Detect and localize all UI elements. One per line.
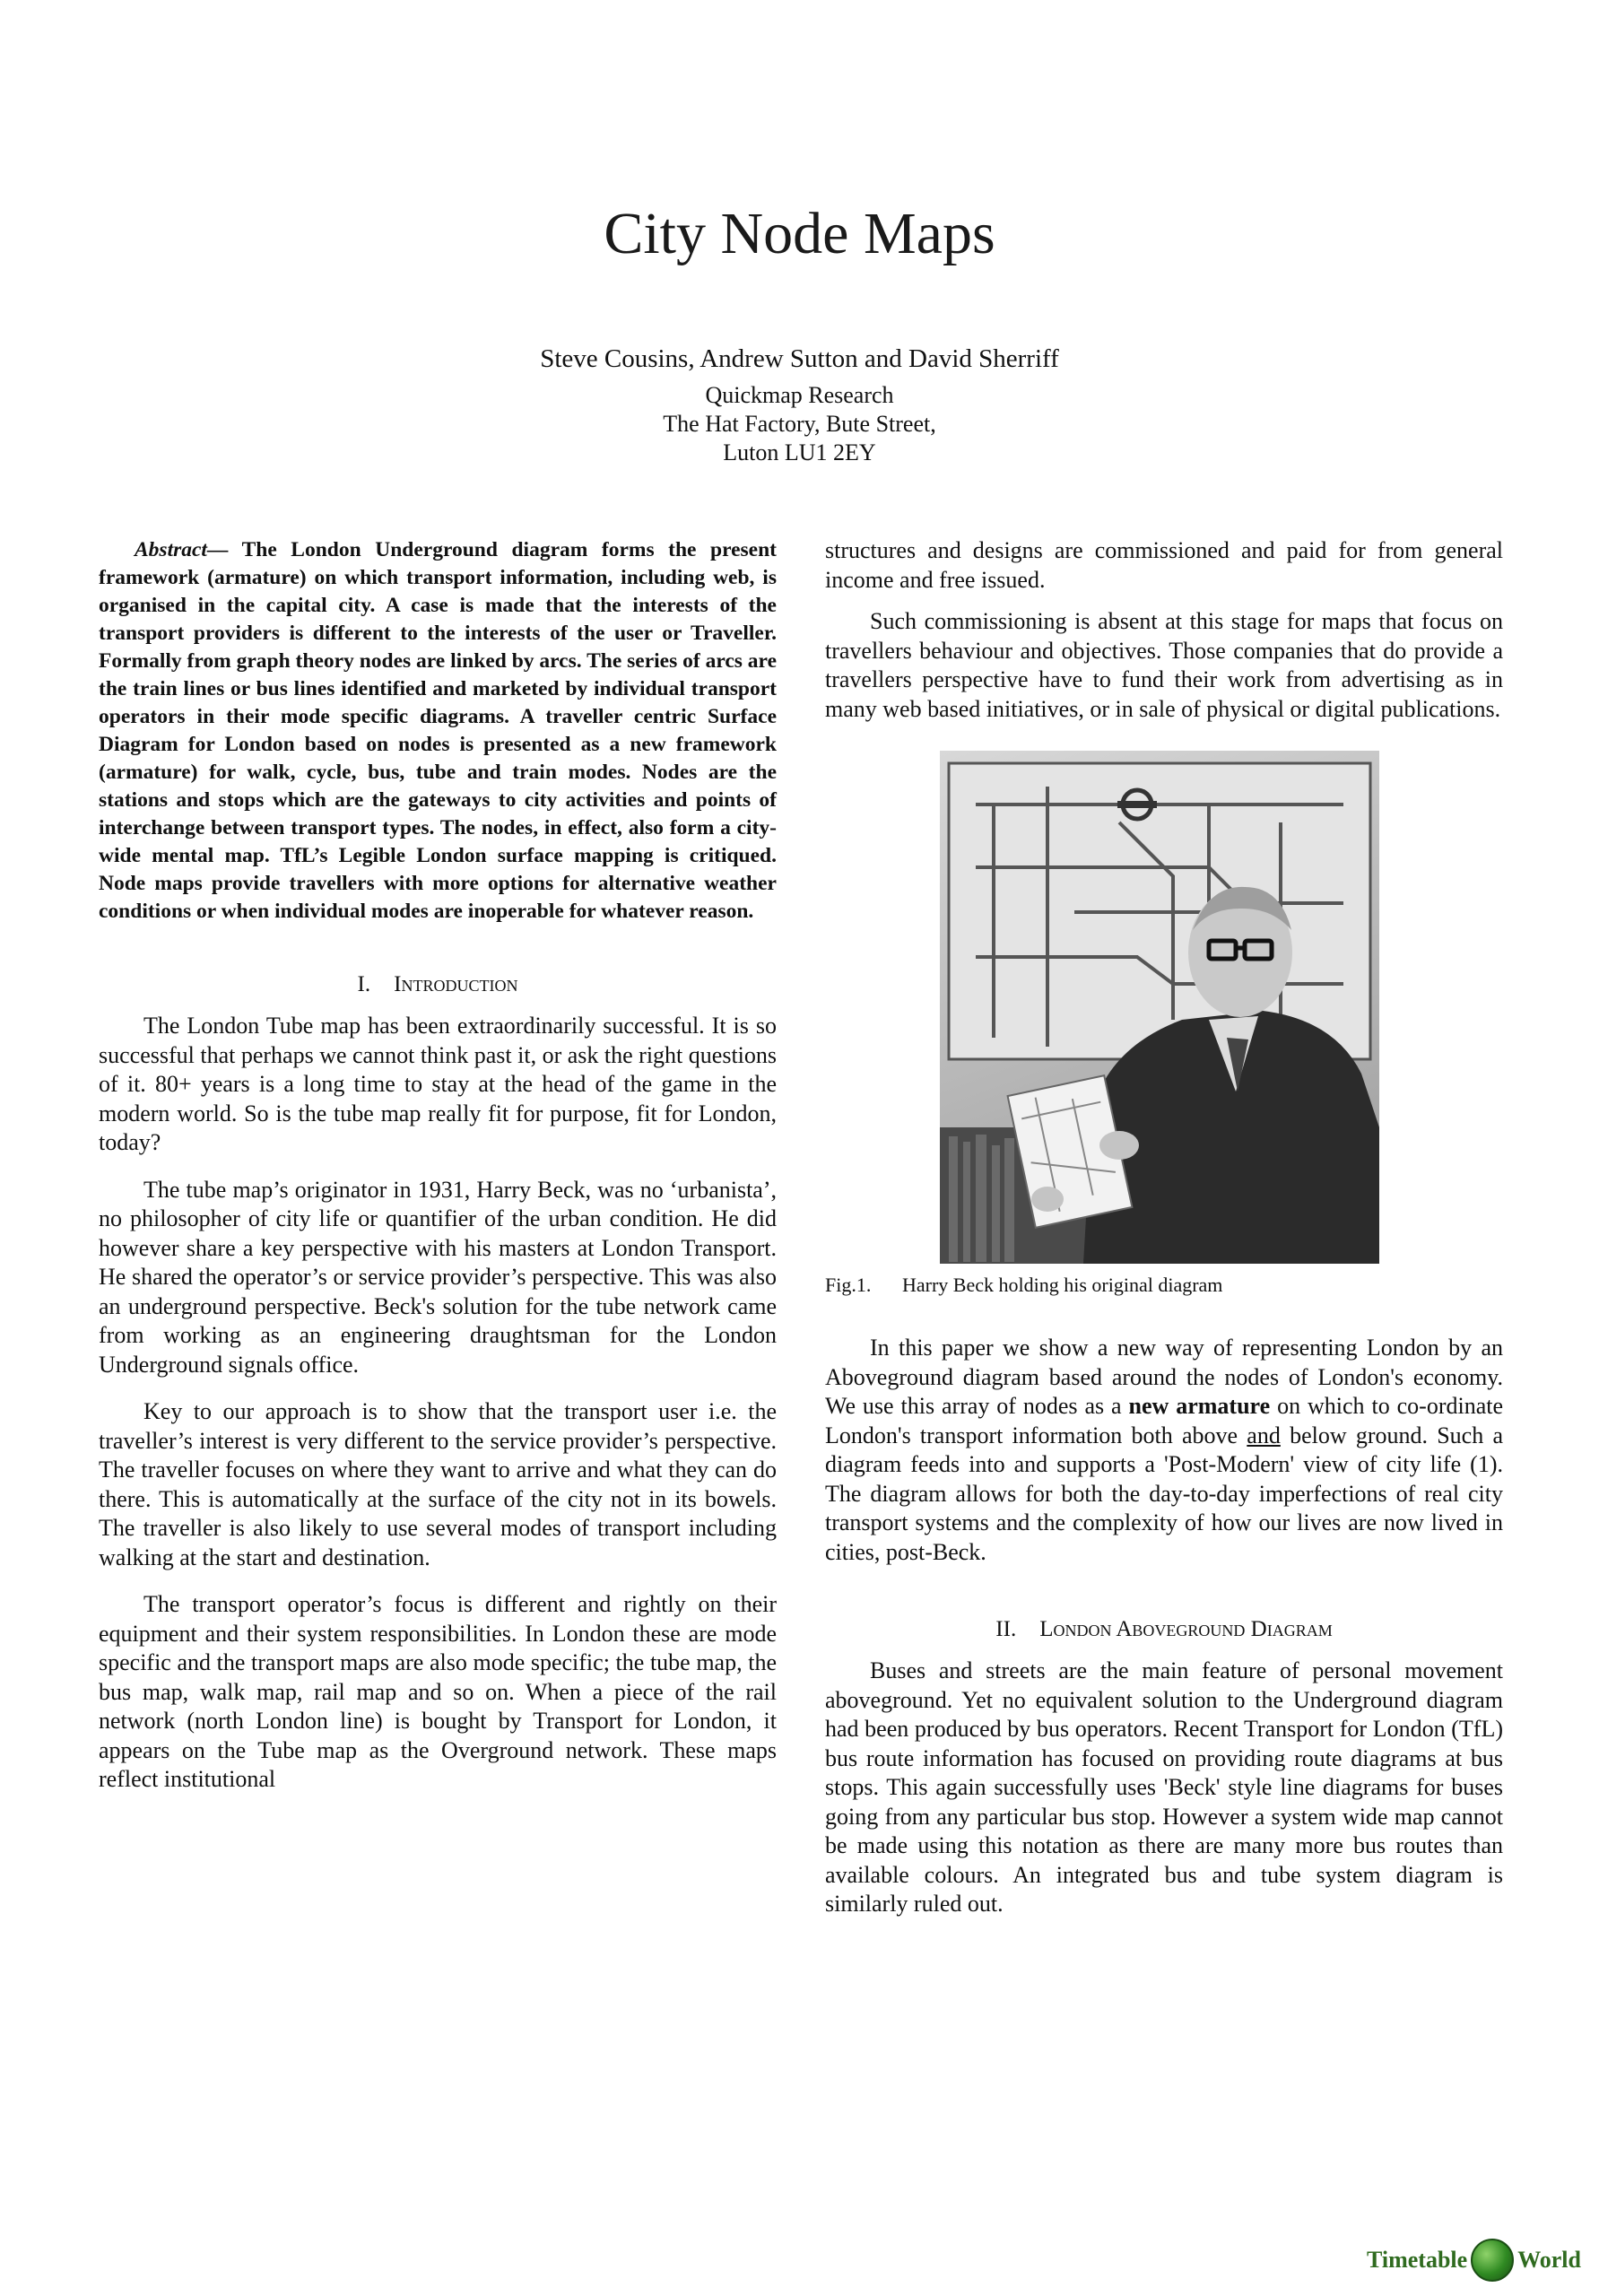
abstract-text: The London Underground diagram forms the present framework (armature) on which transport information, including web, is organised in the capital city. A case is made that the interests of the transport providers is different to the interests of the user or Traveller. Formally from graph theory nodes are linked by arcs. The series of arcs are the train lines or bus lines identified and marketed by individual transport operators in their mode specific diagrams. A traveller centric Surface Diagram for London based on nodes is presented as a new framework (armature) for walk, cycle, bus, tube and train modes. Nodes are the stations and stops which are the gateways to city activities and points of interchange between transport types. The nodes, in effect, also form a city-wide mental map. TfL’s Legible London surface mapping is critiqued. Node maps provide travellers with more options for alternative weather conditions or when individual modes are inoperable for whatever reason. [99, 538, 777, 923]
authors: Steve Cousins, Andrew Sutton and David Sherriff [540, 344, 1059, 373]
abstract-label: Abstract [135, 538, 207, 561]
figure-caption [825, 1273, 1503, 1298]
intro-paragraph-3: Key to our approach is to show that the transport user i.e. the traveller’s interest is very different to the service provider’s perspective. The traveller focuses on where they want to arrive and what they can do there. This is automatically at the surface of the city not in its bowels. The traveller is also likely to use several modes of transport including walking at the start and destination. [99, 1398, 777, 1570]
section-title: London Aboveground Diagram [1039, 1617, 1333, 1641]
figure-caption-text: Harry Beck holding his original diagram [902, 1274, 1223, 1296]
section-number: I. [357, 972, 371, 996]
abstract-dash: — [206, 538, 229, 561]
intro-paragraph-2: The tube map’s originator in 1931, Harry Beck, was no ‘urbanista’, no philosopher of city life or quantifier of the urban condition. He did however share a key perspective with his masters at London Transport. He shared the operator’s or service provider’s perspective. This was also an underground perspective. Beck's solution for the tube network came from working as an engineering draughtsman for the London Underground signals office. [99, 1176, 777, 1378]
section-number: II. [995, 1617, 1017, 1641]
hand-right [1099, 1131, 1139, 1160]
affiliation-line: The Hat Factory, Bute Street, [663, 411, 936, 437]
figure-label: Fig.1. [825, 1274, 872, 1296]
para-text: In this paper we show a new way of representing London by an Aboveground diagram based around the nodes of London's economy. We use this array of nodes as a [825, 1335, 1503, 1419]
abstract [99, 536, 777, 926]
continued-paragraph: structures and designs are commissioned and paid for from general income and free issued. [825, 537, 1503, 593]
bold-term: new armature [1128, 1393, 1271, 1419]
timetable-world-logo [1367, 2235, 1581, 2285]
globe-icon [1471, 2239, 1514, 2282]
left-column [99, 536, 777, 1795]
section-heading-aboveground [825, 1615, 1503, 1644]
section2-paragraph: Buses and streets are the main feature of personal movement aboveground. Yet no equivalent solution to the Underground diagram had been produced by bus operators. Recent Transport for London (TfL) bus route information has focused on providing route diagrams at bus stops. This again successfully uses 'Beck' style line diagrams for buses going from any particular bus stop. However a system wide map cannot be made using this notation as there are many more bus routes than available colours. An integrated bus and tube system diagram is similarly ruled out. [825, 1657, 1503, 1917]
aboveground-paragraph [825, 1334, 1503, 1567]
underlined-word: and [1247, 1422, 1281, 1448]
logo-text-right: World [1517, 2247, 1581, 2273]
paper-title: City Node Maps [604, 201, 995, 266]
figure-photo-harry-beck [940, 751, 1379, 1264]
section-title: Introduction [394, 972, 518, 996]
hand-left [1031, 1187, 1064, 1212]
para-text: on which to co-ordinate London's transport information both above [825, 1393, 1504, 1448]
right-column [825, 536, 1503, 1919]
roundel-bar [1117, 801, 1157, 808]
affiliation-line: Luton LU1 2EY [723, 439, 876, 465]
section-heading-introduction [99, 970, 777, 999]
commissioning-paragraph: Such commissioning is absent at this stage for maps that focus on travellers behaviour and objectives. Those companies that do provide a travellers perspective have to fund their work from advertising as in many web based initiatives, or in sale of physical or digital publications. [825, 608, 1503, 722]
logo-text-left: Timetable [1367, 2247, 1468, 2273]
affiliation-line: Quickmap Research [705, 382, 894, 408]
intro-paragraph-4: The transport operator’s focus is different and rightly on their equipment and their system responsibilities. In London these are mode specific and the transport maps are also mode specific; the tube map, the bus map, walk map, rail map and so on. When a piece of the rail network (north London line) is bought by Transport for London, it appears on the Tube map as the Overground network. These maps reflect institutional [99, 1591, 777, 1792]
photo-illustration [940, 751, 1379, 1264]
affiliation [0, 381, 1599, 467]
para-text: below ground. Such a diagram feeds into and supports a 'Post-Modern' view of city life (1). The diagram allows for both the day-to-day imperfections of real city transport systems and the complexity of how our lives are now lived in cities, post-Beck. [825, 1422, 1503, 1565]
intro-paragraph-1: The London Tube map has been extraordinarily successful. It is so successful that perhaps we cannot think past it, or ask the right questions of it. 80+ years is a long time to stay at the head of the game in the modern world. So is the tube map really fit for purpose, fit for London, today? [99, 1013, 778, 1155]
